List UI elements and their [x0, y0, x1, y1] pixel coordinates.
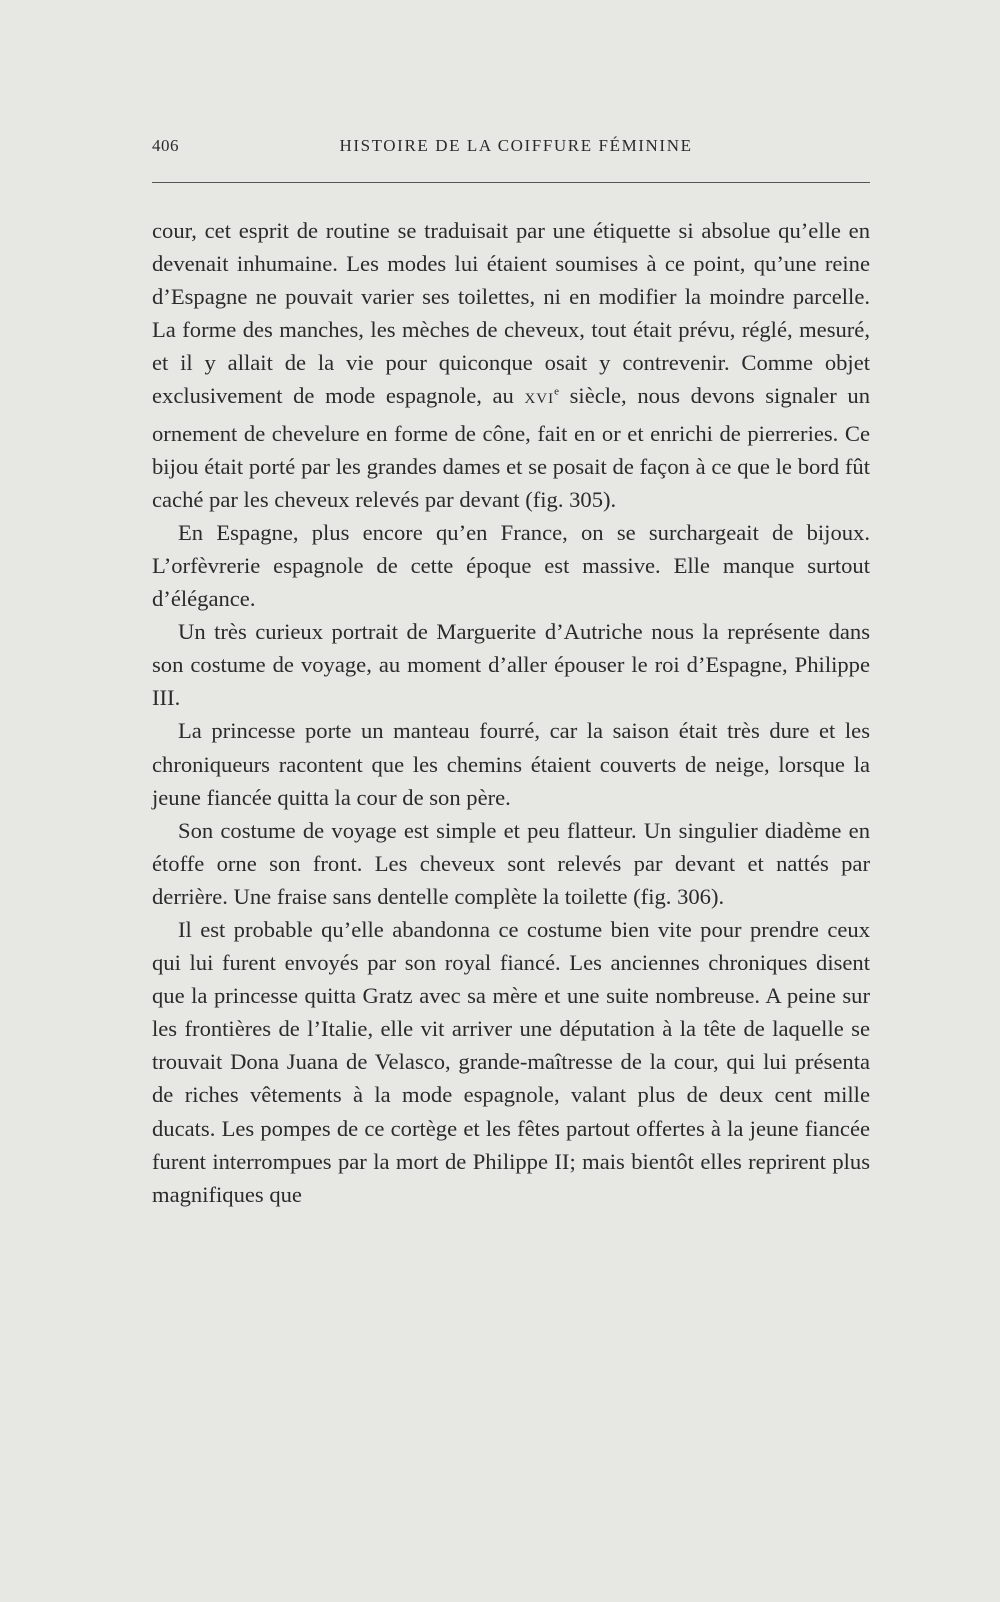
century-superscript: e [554, 385, 559, 398]
paragraph-6: Il est probable qu’elle abandonna ce costume bien vite pour prendre ceux qui lui furent envoyés par son royal fiancé. Les anciennes chroniques disent que la princesse quitta Gratz avec sa mère et une suite nombreuse. A peine sur les frontières de l’Italie, elle vit arriver une députation à la tête de laquelle se trouvait Dona Juana de Velasco, grande-maîtresse de la cour, qui lui présenta de riches vêtements à la mode espagnole, valant plus de deux cent mille ducats. Les pompes de ce cortège et les fêtes partout offertes à la jeune fiancée furent interrompues par la mort de Philippe II; mais bientôt elles reprirent plus magnifiques que [152, 916, 870, 1207]
header-rule [152, 182, 870, 183]
paragraph-2: En Espagne, plus encore qu’en France, on se surchargeait de bijoux. L’orfèvrerie espagnole de cette époque est massive. Elle manque surtout d’élégance. [152, 519, 870, 612]
paragraph-4: La princesse porte un manteau fourré, car la saison était très dure et les chroniqueurs racontent que les chemins étaient couverts de neige, lorsque la jeune fiancée quitta la cour de son père. [152, 718, 870, 810]
paragraph-5: Son costume de voyage est simple et peu flatteur. Un singulier diadème en étoffe orne son front. Les cheveux sont relevés par devant et nattés par derrière. Une fraise sans dentelle complète la toilette (fig. 306). [152, 817, 870, 909]
page-header [152, 136, 870, 164]
century-numeral: XVI [524, 391, 555, 408]
paragraph-1: cour, cet esprit de routine se traduisait par une étiquette si absolue qu’elle en devenait inhumaine. Les modes lui étaient soumises à ce point, qu’une reine d’Espagne ne pouvait varier ses toilettes, ni en modifier la moindre parcelle. La forme des manches, les mèches de cheveux, tout était prévu, réglé, mesuré, et il y allait de la vie pour quiconque osait y contrevenir. Comme objet exclusivement de mode espagnole, au XVIe siècle, nous devons signaler un ornement de chevelure en forme de cône, fait en or et enrichi de pierreries. Ce bijou était porté par les grandes dames et se posait de façon à ce que le bord fût caché par les cheveux relevés par devant (fig. 305). [152, 218, 870, 512]
running-title: HISTOIRE DE LA COIFFURE FÉMININE [339, 136, 693, 155]
paragraph-3: Un très curieux portrait de Marguerite d’Autriche nous la représente dans son costume de voyage, au moment d’aller épouser le roi d’Espagne, Philippe III. [152, 619, 870, 711]
body-text [152, 214, 870, 1211]
page-number: 406 [152, 136, 179, 155]
